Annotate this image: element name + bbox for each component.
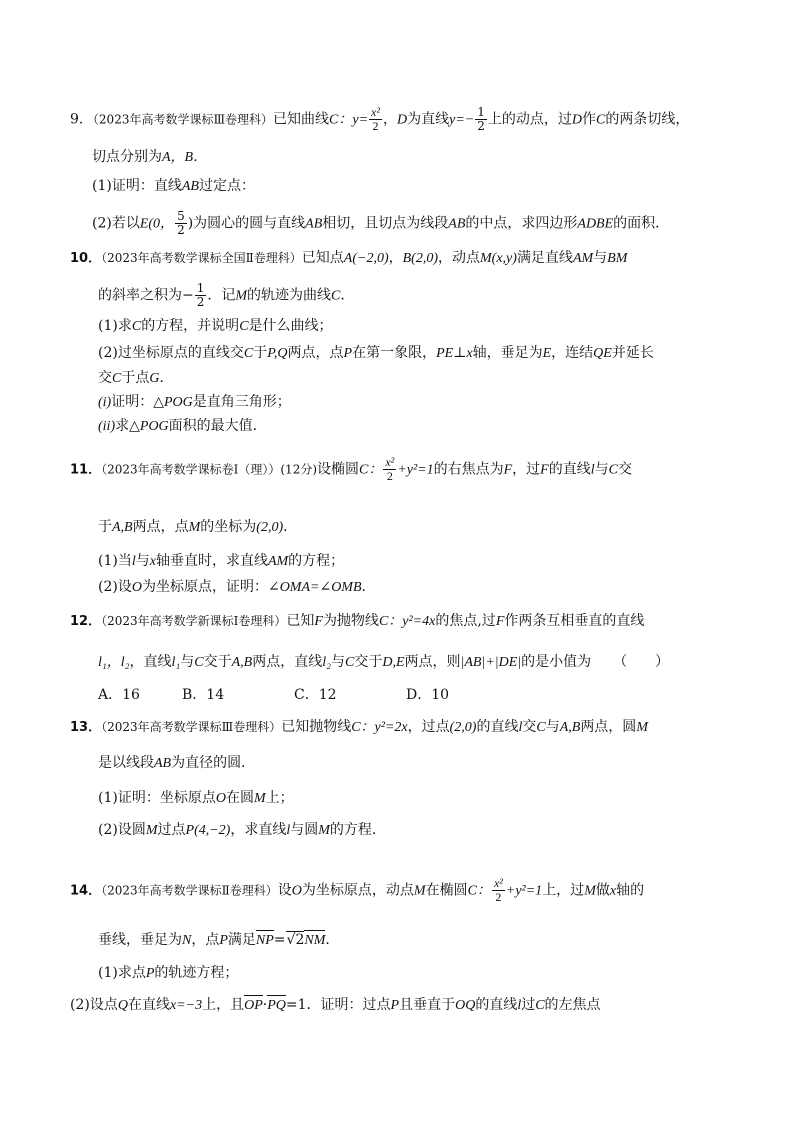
q14-text: 的轨迹方程；: [154, 965, 239, 981]
q9-source: （2023年高考数学课标Ⅲ卷理科）: [92, 112, 274, 127]
q12-DE: D,E: [382, 655, 405, 670]
q10-text: (2)过坐标原点的直线交: [98, 345, 244, 361]
q11-text: 的右焦点为: [433, 461, 504, 478]
q11-text: 交: [617, 461, 632, 478]
q10-E: E: [542, 346, 552, 361]
q13-l: l: [286, 823, 291, 838]
q11-text: 的方程；: [288, 553, 345, 569]
q13-source: （2023年高考数学课标Ⅲ卷理科）: [101, 720, 282, 734]
q14-text: (2)设点: [70, 997, 118, 1013]
q14-M: M: [413, 883, 426, 899]
q10-fraction: $\frac{1}{2}$: [196, 281, 205, 309]
q9-D: D: [396, 112, 408, 128]
q9-AB: A，B．: [162, 150, 208, 165]
q10-source: （2023年高考数学课标全国Ⅱ卷理科）: [101, 251, 302, 265]
q14-l: l: [517, 998, 522, 1013]
q11-l: l: [590, 462, 595, 478]
q11-M: M: [188, 520, 201, 535]
q10-text: 求△: [115, 418, 140, 434]
q13-text: 为直径的圆．: [171, 755, 256, 771]
q14-Q: Q: [117, 998, 128, 1013]
q10-text: 轴，垂足为: [472, 345, 543, 361]
q9-text: 上的动点，过: [487, 111, 572, 128]
q14-fraction: $\frac{\text{x²}}{2}$: [493, 876, 503, 904]
q12-expression: |AB|+|DE|: [460, 655, 522, 670]
q14-vector-OP: OP: [244, 998, 263, 1013]
q12-l1: l₁: [171, 655, 181, 670]
q11-line-2: [98, 519, 297, 537]
q12-option-d: D．10: [406, 687, 450, 703]
q12-options: [98, 687, 449, 704]
q11-text: 两点，点: [132, 519, 189, 535]
q10-text: ．: [159, 370, 174, 386]
q11-text: 于: [98, 519, 112, 535]
q10-part-1: [98, 318, 333, 336]
q12-text: 为抛物线: [322, 613, 379, 629]
q9-text: ，: [382, 111, 397, 128]
q12-text: 与: [331, 654, 345, 670]
q14-text: ．: [325, 932, 340, 948]
q9-number: 9．: [70, 111, 93, 128]
q11-text: 设椭圆: [317, 461, 360, 478]
q10-C: C: [239, 319, 249, 334]
q11-l: l: [131, 554, 136, 569]
q11-text: 与: [135, 553, 150, 569]
q10-line-3: [98, 370, 173, 388]
q14-text: 过: [521, 997, 536, 1013]
q12-number: 12．: [70, 614, 102, 629]
q13-text: 的直线: [476, 719, 519, 735]
q13-line-1: [70, 719, 648, 737]
q9-text: 的面积．: [613, 215, 670, 232]
q9-AB: AB: [181, 179, 199, 194]
q11-O: O: [131, 580, 142, 595]
q14-text: 满足: [227, 932, 256, 948]
q10-text: ．: [340, 287, 355, 304]
q10-text: ，动点: [438, 250, 481, 266]
q10-text: 的斜率之积为−: [98, 287, 194, 304]
q10-M: M(x,y): [480, 251, 517, 266]
q12-line-2: [98, 654, 669, 672]
q9-line-1: [70, 106, 689, 133]
q13-text: 上；: [265, 790, 294, 806]
q12-source: （2023年高考数学新课标Ⅰ卷理科）: [101, 614, 287, 628]
q14-text: 轴的: [616, 882, 645, 899]
q11-F: F: [503, 462, 513, 478]
q11-angle-eq: ∠OMA=∠OMB: [267, 580, 362, 595]
q13-text: 是以线段: [98, 755, 154, 771]
q14-number: 14．: [70, 883, 102, 899]
q10-text: 证明：△: [111, 394, 164, 410]
q9-part-1: [92, 178, 255, 196]
q10-text: ，连结: [551, 345, 594, 361]
q10-B: B(2,0): [402, 251, 439, 266]
q11-text: ．: [283, 519, 298, 535]
q13-text: 过点: [157, 822, 186, 838]
q12-text: 交于: [203, 654, 232, 670]
q9-AB: AB: [305, 216, 323, 232]
q13-M: M: [636, 720, 648, 735]
q11-text: ．: [361, 579, 376, 595]
q9-E: E(0，: [139, 216, 175, 232]
q14-text: 的直线: [475, 997, 518, 1013]
q12-AB: A,B: [231, 655, 253, 670]
q13-M: M: [145, 823, 158, 838]
q10-text: 于: [253, 345, 268, 361]
q12-answer-blank: （ ）: [613, 654, 670, 670]
q14-text: 在椭圆: [425, 882, 468, 899]
q11-F: F: [540, 462, 549, 478]
q12-C: C: [345, 655, 355, 670]
q14-O: O: [291, 883, 302, 899]
q10-text: 面积的最大值．: [168, 418, 267, 434]
q9-line-eq: y=−: [449, 112, 475, 128]
q10-part-ii: [98, 418, 267, 436]
q13-text: 的方程．: [329, 822, 386, 838]
q10-QE: QE: [593, 346, 612, 361]
q14-source: （2023年高考数学课标Ⅱ卷理科）: [101, 883, 278, 898]
q11-text: 与: [594, 461, 609, 478]
q9-text: 过定点：: [198, 178, 255, 194]
q10-text: 并延长: [611, 345, 654, 361]
q13-M: M: [253, 791, 266, 806]
q12-text: 两点，直线: [252, 654, 323, 670]
q10-text: 已知点: [301, 250, 344, 266]
q10-part-2: [98, 345, 654, 363]
q12-text: 交于: [354, 654, 383, 670]
q14-text: 设: [277, 882, 292, 899]
q10-text: 是直角三角形；: [192, 394, 291, 410]
q14-text: 且垂直于: [399, 997, 456, 1013]
q14-C: C: [535, 998, 545, 1013]
q12-F: F: [495, 614, 505, 629]
q11-point: (2,0): [256, 520, 284, 535]
q9-fraction-1: $\frac{\text{x²}}{2}$: [371, 105, 380, 133]
q10-M: M: [235, 288, 248, 304]
q10-text: ．记: [207, 287, 236, 304]
q14-sqrt2: √2: [286, 932, 305, 948]
q9-text: 已知曲线: [273, 111, 330, 128]
q10-C: C: [112, 371, 122, 386]
q14-part-2: [70, 997, 601, 1015]
q11-source: （2023年高考数学课标卷Ⅰ（理））(12分): [101, 462, 318, 477]
q10-P: P: [343, 346, 353, 361]
q14-text: 为坐标原点，动点: [301, 882, 414, 899]
q11-text: (1)当: [98, 553, 132, 569]
q11-AM: AM: [267, 554, 289, 569]
q9-text: 切点分别为: [92, 149, 162, 165]
q14-text: 在直线: [127, 997, 170, 1013]
q9-fraction-3: $\frac{5}{2}$: [177, 209, 185, 237]
q9-ADBE: ADBE: [577, 216, 614, 232]
q9-text: )为圆心的圆与直线: [187, 215, 306, 232]
q11-text: 轴垂直时，求直线: [155, 553, 268, 569]
q10-text: 满足直线: [516, 250, 573, 266]
q11-text: (2)设: [98, 579, 132, 595]
q14-M: M: [584, 883, 596, 899]
q9-text: (2)若以: [92, 215, 140, 232]
q10-text: 的方程，并说明: [141, 318, 240, 334]
q9-text: (1)证明：直线: [92, 178, 182, 194]
q14-text: 的左焦点: [544, 997, 601, 1013]
q13-AB: AB: [154, 756, 172, 771]
q9-text: 的两条切线，: [605, 111, 690, 128]
q10-C: C: [243, 346, 254, 361]
q10-text: 在第一象限，: [352, 345, 437, 361]
q13-C: C: [536, 720, 546, 735]
q10-text: 是什么曲线；: [248, 318, 333, 334]
q14-text: =1: [285, 997, 307, 1013]
q13-point: (2,0): [449, 720, 477, 735]
q12-text: 的是小值为: [521, 654, 592, 670]
q9-AB: AB: [448, 216, 466, 232]
q14-OQ: OQ: [455, 998, 476, 1013]
q10-text: ，: [388, 250, 403, 266]
q13-P: P(4,−2): [185, 823, 231, 838]
q12-F: F: [314, 614, 323, 629]
q14-vector-PQ: PQ: [267, 998, 286, 1013]
q10-ii: (ii): [98, 419, 116, 434]
q14-line-x: x=−3: [169, 998, 203, 1013]
q13-part-2: [98, 822, 386, 840]
q13-part-1: [98, 790, 294, 808]
q9-part-2: [92, 210, 669, 237]
q14-text: ．证明：过点: [306, 997, 391, 1013]
q10-line-1: [70, 250, 627, 268]
q13-text: 与圆: [290, 822, 319, 838]
q14-text: ，点: [191, 932, 220, 948]
q14-text: 做: [595, 882, 610, 899]
q14-P: P: [219, 933, 228, 948]
q13-text: 在圆: [225, 790, 254, 806]
q14-text: 垂线，垂足为: [98, 932, 182, 948]
q14-P: P: [145, 966, 155, 981]
q12-option-c: C．12: [294, 687, 337, 703]
q10-G: G: [149, 371, 160, 386]
q10-text: 交: [98, 370, 112, 386]
q10-text: 与: [593, 250, 608, 266]
q9-D: D: [571, 112, 582, 128]
q12-C: C：y²=4x: [378, 614, 436, 629]
q13-AB: A,B: [559, 720, 581, 735]
q13-number: 13．: [70, 720, 102, 735]
q11-C: C: [608, 462, 618, 478]
q12-text: 与: [180, 654, 195, 670]
q13-text: 与: [545, 719, 560, 735]
q9-line-2: [92, 149, 207, 167]
q14-line-1: [70, 877, 644, 904]
q13-C: C：y²=2x: [351, 720, 408, 735]
q14-x: x: [609, 883, 617, 899]
q12-text: 已知: [286, 613, 315, 629]
q13-line-2: [98, 755, 255, 773]
q10-part-i: [98, 394, 291, 412]
q14-N: N: [182, 933, 192, 948]
q10-text: 的轨迹为曲线: [247, 287, 332, 304]
q11-x: x: [149, 554, 156, 569]
q14-text: (1)求点: [98, 965, 146, 981]
q13-text: 已知抛物线: [281, 719, 352, 735]
q11-text: 的坐标为: [200, 519, 257, 535]
q10-i: (i): [98, 395, 112, 410]
q12-text: 两点，则: [404, 654, 461, 670]
q14-text: 上，且: [202, 997, 245, 1013]
q10-number: 10．: [70, 251, 102, 266]
q11-eq: +y²=1: [397, 462, 434, 478]
q12-line-1: [70, 613, 644, 631]
q14-text: 上，过: [542, 882, 585, 899]
q10-PQ: P,Q: [267, 346, 288, 361]
q14-dot: ·: [262, 997, 268, 1013]
q14-line-2: [98, 932, 339, 950]
q14-eq: +y²=1: [505, 883, 543, 899]
q11-AB: A,B: [112, 520, 133, 535]
q12-C: C: [194, 655, 204, 670]
q10-line-2: [98, 282, 354, 309]
q10-POG: POG: [164, 395, 193, 410]
q12-text: 作两条互相垂直的直线: [504, 613, 645, 629]
q10-PE: PE⊥x: [436, 346, 473, 361]
q12-option-a: A．16: [98, 687, 140, 703]
q10-text: 两点，点: [287, 345, 344, 361]
q10-C: C: [131, 319, 142, 334]
q14-P: P: [390, 998, 400, 1013]
q11-number: 11．: [70, 462, 102, 478]
q11-text: ，过: [512, 461, 541, 478]
q10-C: C: [331, 288, 341, 304]
q11-fraction: $\frac{\text{x²}}{2}$: [385, 455, 395, 483]
q10-POG: POG: [139, 419, 169, 434]
q11-text: 为坐标原点，证明：: [141, 579, 268, 595]
q12-l1-l2: l₁，l₂: [98, 655, 130, 670]
q13-text: 两点，圆: [580, 719, 637, 735]
q12-l2: l₂: [322, 655, 331, 670]
q14-text: =: [273, 932, 286, 948]
q9-C: C: [595, 112, 606, 128]
q13-text: ，求直线: [230, 822, 287, 838]
q9-text: 作: [581, 111, 596, 128]
q9-curve: C：y=: [329, 112, 369, 128]
q9-text: 的中点，求四边形: [465, 215, 578, 232]
q13-text: ，过点: [407, 719, 450, 735]
q11-part-1: [98, 553, 344, 571]
q11-part-2: [98, 579, 376, 597]
q14-vector-NP: NP: [255, 933, 274, 948]
q13-l: l: [518, 720, 523, 735]
q14-part-1: [98, 965, 238, 983]
q12-text: ，直线: [129, 654, 172, 670]
q13-text: (1)证明：坐标原点: [98, 790, 216, 806]
q11-line-1: [70, 456, 632, 483]
q9-text: 为直线: [407, 111, 450, 128]
q10-A: A(−2,0): [343, 251, 389, 266]
q11-C: C：: [359, 462, 383, 478]
q11-text: 的直线: [548, 461, 591, 478]
q14-vector-NM: NM: [304, 933, 326, 948]
q13-M: M: [318, 823, 330, 838]
q12-text: 的焦点,过: [435, 613, 496, 629]
q13-text: (2)设圆: [98, 822, 146, 838]
q10-text: 于点: [121, 370, 150, 386]
q10-text: (1)求: [98, 318, 132, 334]
q10-BM: BM: [607, 251, 628, 266]
q9-text: 相切，且切点为线段: [322, 215, 449, 232]
q9-fraction-2: $\frac{1}{2}$: [477, 105, 485, 133]
q13-text: 交: [522, 719, 537, 735]
q10-AM: AM: [572, 251, 594, 266]
q12-option-b: B．14: [182, 687, 225, 703]
q14-C: C：: [467, 883, 491, 899]
q13-O: O: [215, 791, 226, 806]
